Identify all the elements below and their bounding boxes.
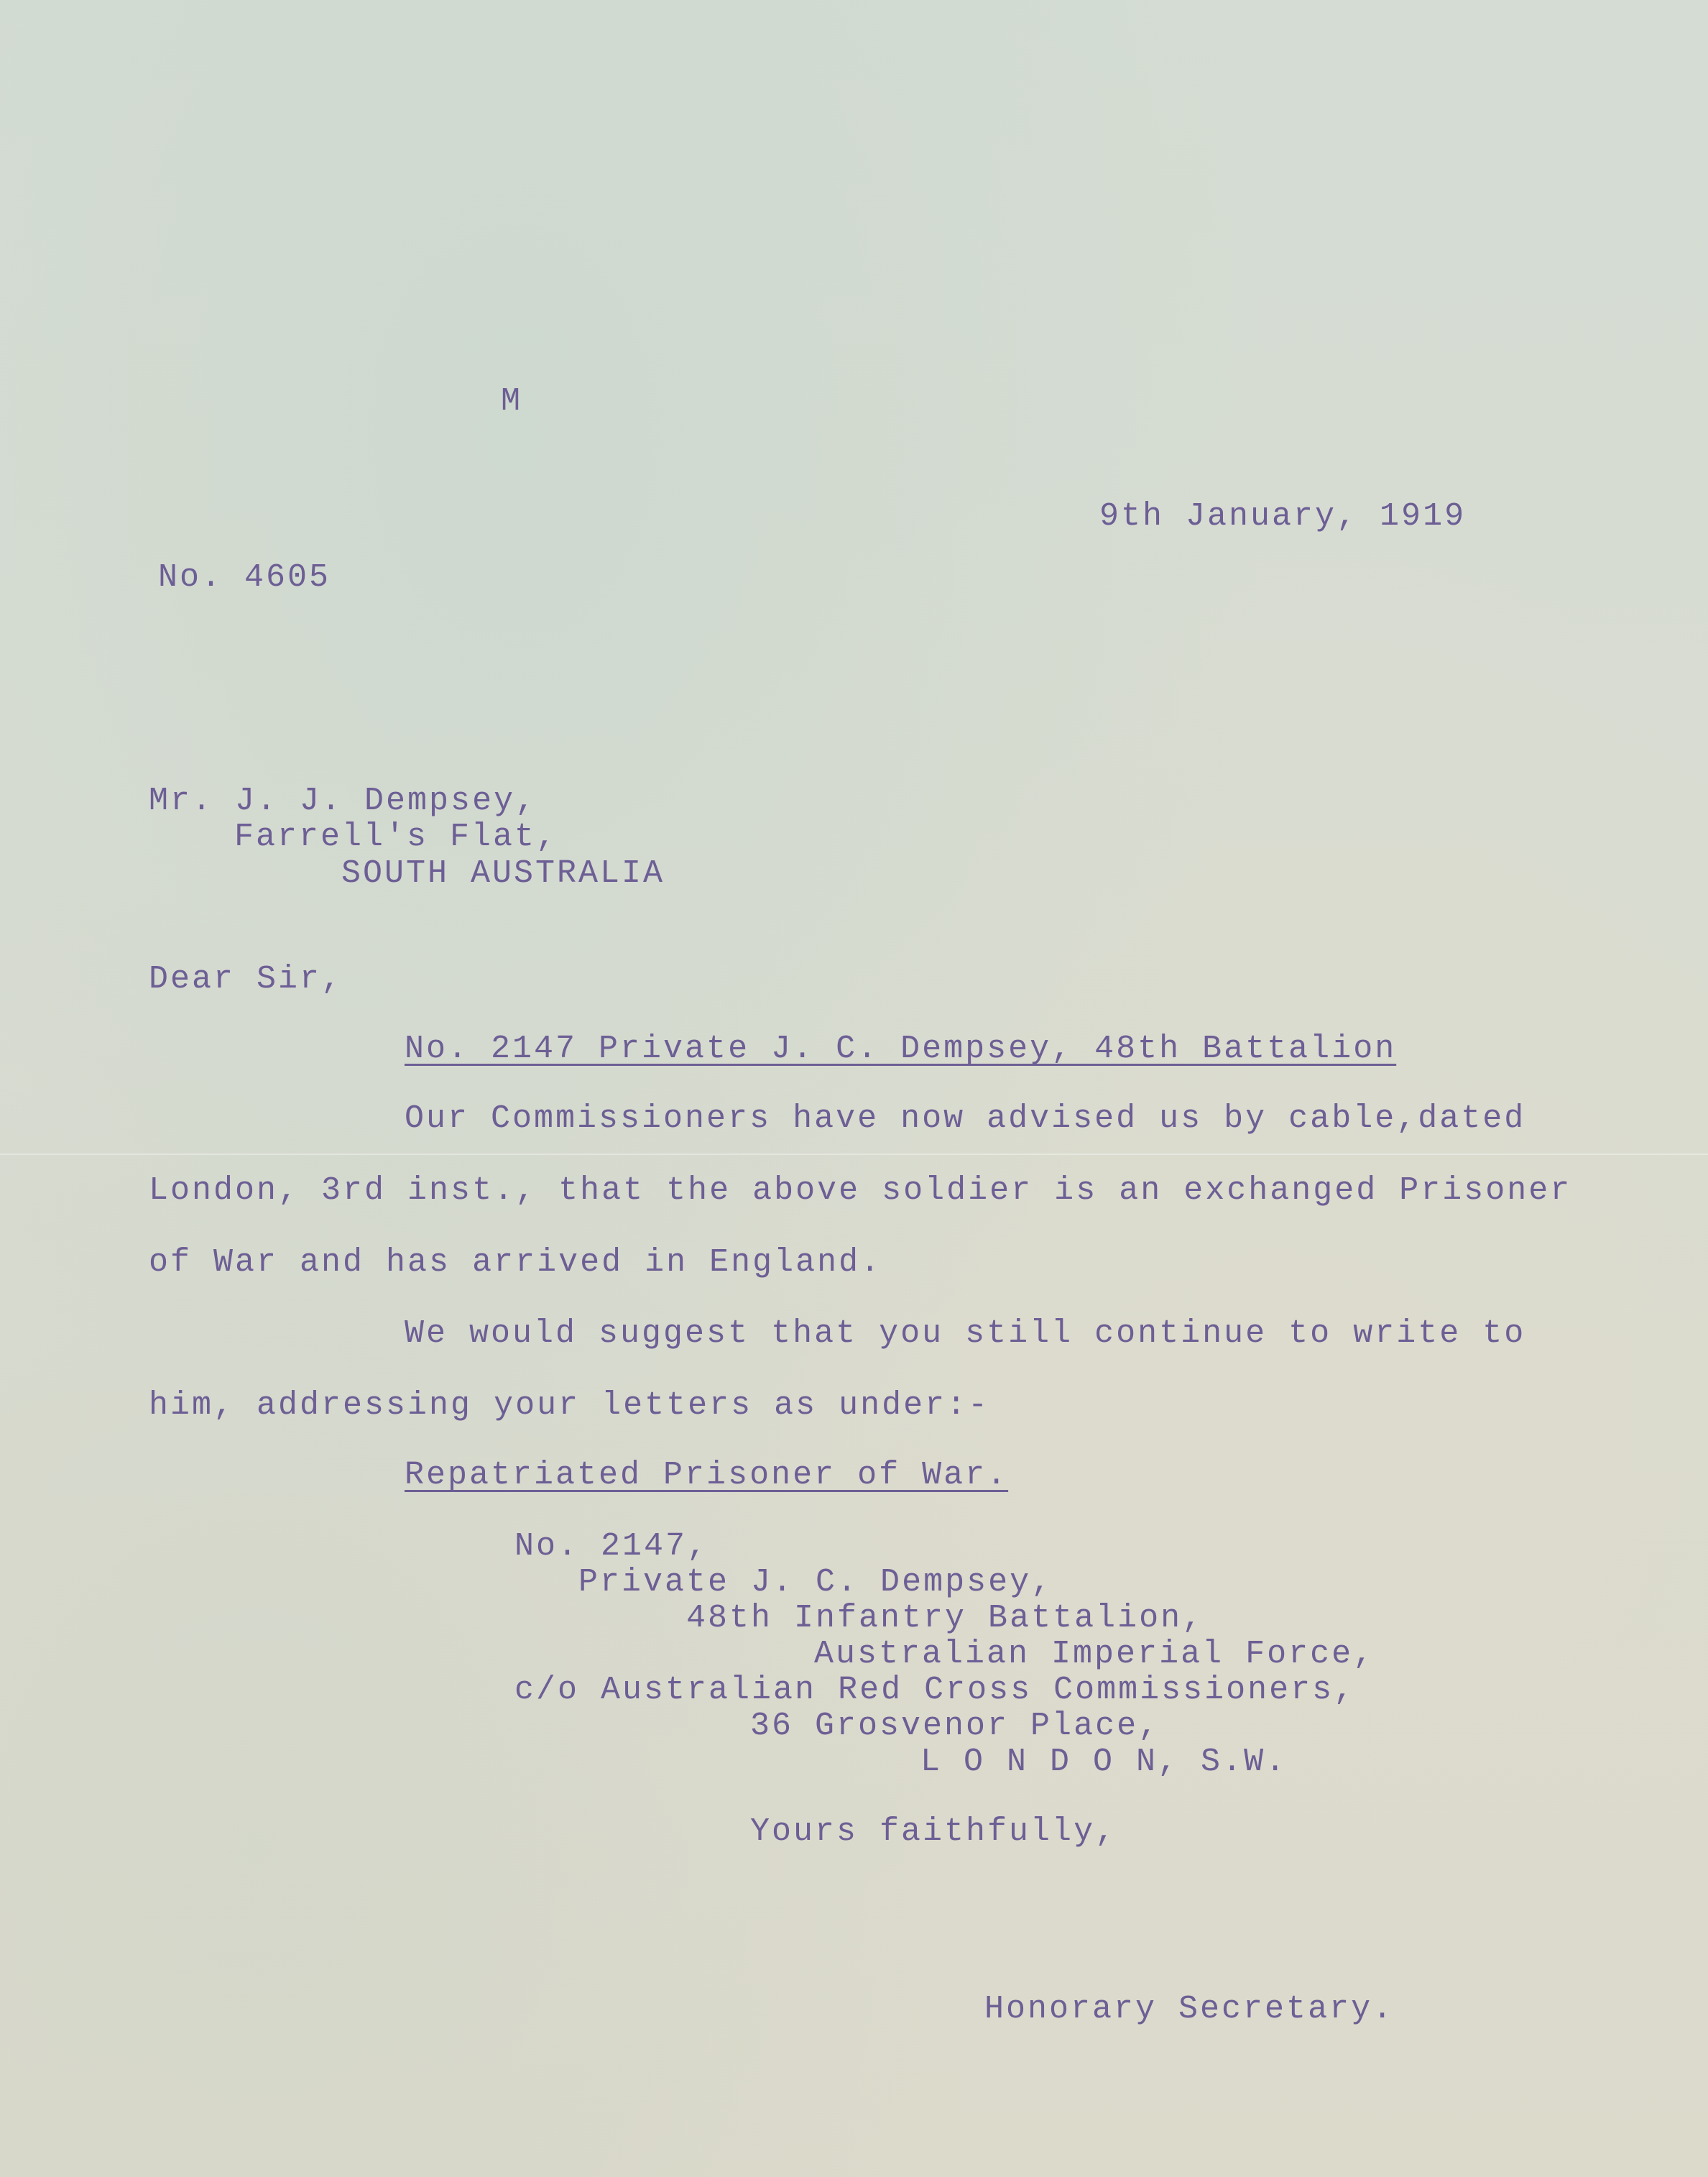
body-paragraph-1-line-3: of War and has arrived in England. <box>149 1244 882 1281</box>
letter-initial: M <box>501 383 523 420</box>
address-line-7: L O N D O N, S.W. <box>920 1744 1288 1780</box>
address-line-1: No. 2147, <box>514 1528 709 1565</box>
address-line-3: 48th Infantry Battalion, <box>686 1600 1204 1637</box>
recipient-line-3: SOUTH AUSTRALIA <box>341 855 665 892</box>
body-paragraph-2-line-2: him, addressing your letters as under:- <box>149 1387 990 1424</box>
salutation: Dear Sir, <box>149 961 343 998</box>
signatory-title: Honorary Secretary. <box>984 1991 1395 2028</box>
closing: Yours faithfully, <box>750 1813 1117 1850</box>
letter-date: 9th January, 1919 <box>1099 498 1467 535</box>
body-paragraph-1-line-1: Our Commissioners have now advised us by cable,dated <box>405 1100 1526 1137</box>
recipient-line-1: Mr. J. J. Dempsey, <box>149 783 537 819</box>
address-line-2: Private J. C. Dempsey, <box>578 1564 1053 1601</box>
recipient-line-2: Farrell's Flat, <box>234 819 558 855</box>
body-paragraph-1-line-2: London, 3rd inst., that the above soldier is an exchanged Prisoner <box>149 1172 1572 1209</box>
paper-fold-line <box>0 1154 1708 1155</box>
address-line-6: 36 Grosvenor Place, <box>750 1708 1160 1744</box>
address-line-5: c/o Australian Red Cross Commissioners, <box>514 1672 1356 1708</box>
body-paragraph-2-line-1: We would suggest that you still continue to write to <box>405 1315 1526 1352</box>
letter-reference-number: No. 4605 <box>158 559 331 596</box>
address-heading: Repatriated Prisoner of War. <box>405 1457 1009 1493</box>
subject-line: No. 2147 Private J. C. Dempsey, 48th Battalion <box>405 1031 1397 1067</box>
address-line-4: Australian Imperial Force, <box>814 1636 1375 1672</box>
